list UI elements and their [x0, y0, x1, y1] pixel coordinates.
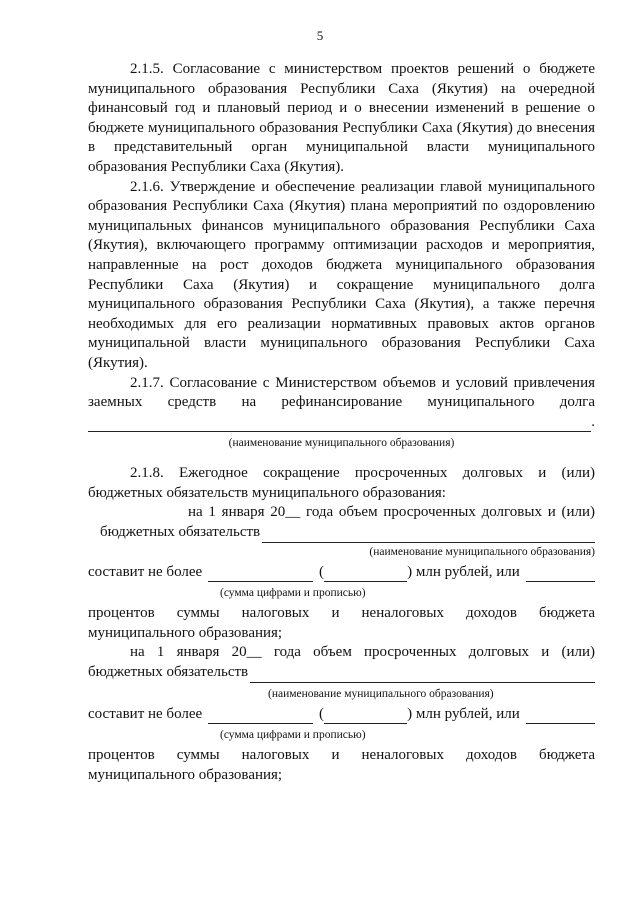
block2-obligations-row [88, 663, 595, 683]
block2-line1: на 1 января 20__ года объем просроченных долговых и (или) [130, 644, 595, 661]
page-number: 5 [316, 28, 324, 43]
block1-percent-line: процентов суммы налоговых и неналоговых доходов бюджета [88, 605, 595, 622]
block2-amount-suffix: ) млн рублей, или [407, 705, 520, 722]
document-body [88, 60, 595, 785]
block2-percent-blank [526, 708, 595, 724]
municipality-blank-line [88, 416, 591, 432]
block2-percent-line: процентов суммы налоговых и неналоговых доходов бюджета [88, 747, 595, 764]
block2-amount-words-blank [324, 708, 407, 724]
block2-caption-sum: (сумма цифрами и прописью) [220, 729, 366, 742]
block1-obligations-row [88, 523, 595, 543]
block2-municipality-blank [250, 667, 595, 683]
paragraph-2-1-8: 2.1.8. Ежегодное сокращение просроченных долговых и (или) бюджетных обязательств муниципального образования: [88, 465, 595, 501]
block1-line2: бюджетных обязательств [100, 524, 261, 541]
municipality-blank-row: . [88, 413, 595, 433]
block1-caption-municipality: (наименование муниципального образования) [369, 545, 595, 558]
block1-amount-blank [208, 566, 313, 582]
block2-amount-prefix: составит не более [88, 705, 203, 722]
caption-municipality: (наименование муниципального образования) [228, 437, 455, 450]
block2-caption-municipality: (наименование муниципального образования) [268, 687, 494, 700]
block1-percent-blank [526, 566, 595, 582]
paragraph-2-1-7: 2.1.7. Согласование с Министерством объемов и условий привлечения заемных средств на рефинансирование муниципального долга [88, 374, 595, 411]
block1-amount-suffix: ) млн рублей, или [407, 563, 520, 580]
block1-percent-end: муниципального образования; [88, 624, 283, 641]
block1-caption-sum: (сумма цифрами и прописью) [220, 587, 366, 600]
block2-line2: бюджетных обязательств [88, 664, 249, 681]
block1-municipality-blank [262, 527, 595, 543]
block2-amount-blank [208, 708, 313, 724]
block2-percent-end: муниципального образования; [88, 766, 283, 783]
block1-amount-row: составит не более ( ) млн рублей, или [88, 563, 595, 583]
block1-amount-words-blank [324, 566, 407, 582]
block1-amount-prefix: составит не более [88, 563, 203, 580]
block2-amount-row: составит не более ( ) млн рублей, или [88, 705, 595, 725]
block1-line1: на 1 января 20__ года объем просроченных долговых и (или) [188, 504, 595, 521]
paragraph-2-1-6: 2.1.6. Утверждение и обеспечение реализации главой муниципального образования Республики Саха (Якутия) плана мероприятий по оздоровлению муниципальных финансов муниципального образования Республики Саха (Якутия), включающего программу оптимизации расходов и мероприятия, направленные на рост доходов бюджета муниципального образования Республики Саха (Якутия) и сокращение муниципального долга муниципального образования Республики Саха (Якутия), а также перечня необходимых для его реализации нормативных правовых актов органов муниципальной власти муниципального образования Республики Саха (Якутия). [88, 178, 595, 371]
paragraph-2-1-5: 2.1.5. Согласование с министерством проектов решений о бюджете муниципального образования Республики Саха (Якутия) на очередной финансовый год и плановый период и о внесении изменений в решение о бюджете муниципального образования Республики Саха (Якутия) до внесения в представительный орган муниципальной власти муниципального образования Республики Саха (Якутия). [88, 61, 595, 175]
